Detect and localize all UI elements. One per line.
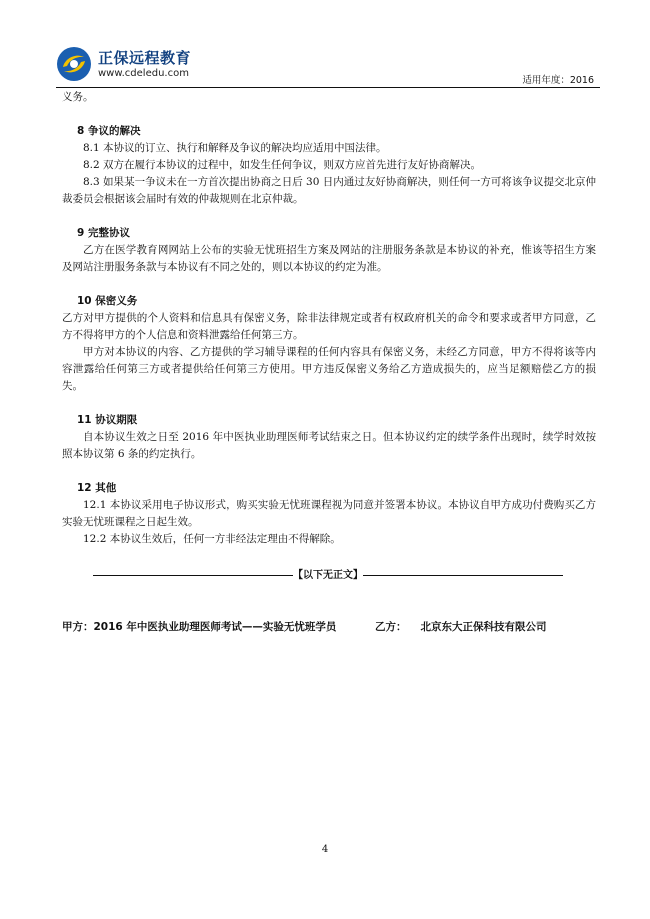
clause-9: 乙方在医学教育网网站上公布的实验无忧班招生方案及网站的注册服务条款是本协议的补充，惟该等招生方案及网站注册服务条款与本协议有不同之处的，则以本协议的约定为准。 — [62, 244, 596, 273]
clause-8-3: 8.3 如果某一争议未在一方首次提出协商之日后 30 日内通过友好协商解决，则任何一方可将该争议提交北京仲裁委员会根据该会届时有效的仲裁规则在北京仲裁。 — [62, 176, 596, 205]
clause-12-2: 12.2 本协议生效后，任何一方非经法定理由不得解除。 — [83, 533, 341, 545]
party-b-label: 乙方： — [375, 621, 407, 633]
section-heading-12: 12 其他 — [77, 482, 117, 494]
clause-10-2: 甲方对本协议的内容、乙方提供的学习辅导课程的任何内容具有保密义务，未经乙方同意，甲方不得将该等内容泄露给任何第三方或者提供给任何第三方使用。甲方违反保密义务给乙方造成损失的，应当足额赔偿乙方的损失。 — [62, 346, 596, 392]
carryover-text: 义务。 — [62, 91, 94, 103]
section-heading-8: 8 争议的解决 — [77, 125, 141, 137]
clause-8-2: 8.2 双方在履行本协议的过程中，如发生任何争议，则双方应首先进行友好协商解决。 — [83, 159, 482, 171]
header-divider — [56, 87, 600, 88]
end-marker-text: 【以下无正文】 — [293, 570, 363, 581]
section-heading-9: 9 完整协议 — [77, 227, 130, 239]
clause-10-1: 乙方对甲方提供的个人资料和信息具有保密义务，除非法律规定或者有权政府机关的命令和要求或者甲方同意，乙方不得将甲方的个人信息和资料泄露给任何第三方。 — [62, 312, 596, 341]
section-heading-11: 11 协议期限 — [77, 414, 138, 426]
clause-12-1: 12.1 本协议采用电子协议形式，购买实验无忧班课程视为同意并签署本协议。本协议自甲方成功付费购买乙方实验无忧班课程之日起生效。 — [62, 499, 596, 528]
agreement-body — [62, 89, 596, 548]
end-of-text-marker — [62, 566, 594, 581]
section-heading-10: 10 保密义务 — [77, 295, 138, 307]
page-number: 4 — [321, 844, 329, 855]
divider-line-right — [363, 575, 563, 576]
cdeledu-logo-icon — [56, 46, 92, 82]
brand-name: 正保远程教育 — [98, 49, 192, 67]
party-b-name: 北京东大正保科技有限公司 — [420, 621, 547, 633]
clause-8-1: 8.1 本协议的订立、执行和解释及争议的解决均应适用中国法律。 — [83, 142, 387, 154]
party-a-signature: 甲方：2016 年中医执业助理医师考试——实验无忧班学员 — [62, 621, 337, 633]
party-b-signature — [375, 619, 547, 634]
divider-line-left — [93, 575, 293, 576]
clause-11: 自本协议生效之日至 2016 年中医执业助理医师考试结束之日。但本协议约定的续学条件出现时，续学时效按照本协议第 6 条的约定执行。 — [62, 431, 596, 460]
page-header — [56, 44, 596, 86]
brand-url: www.cdeledu.com — [98, 68, 189, 79]
applicable-year: 适用年度：2016 — [522, 75, 594, 86]
